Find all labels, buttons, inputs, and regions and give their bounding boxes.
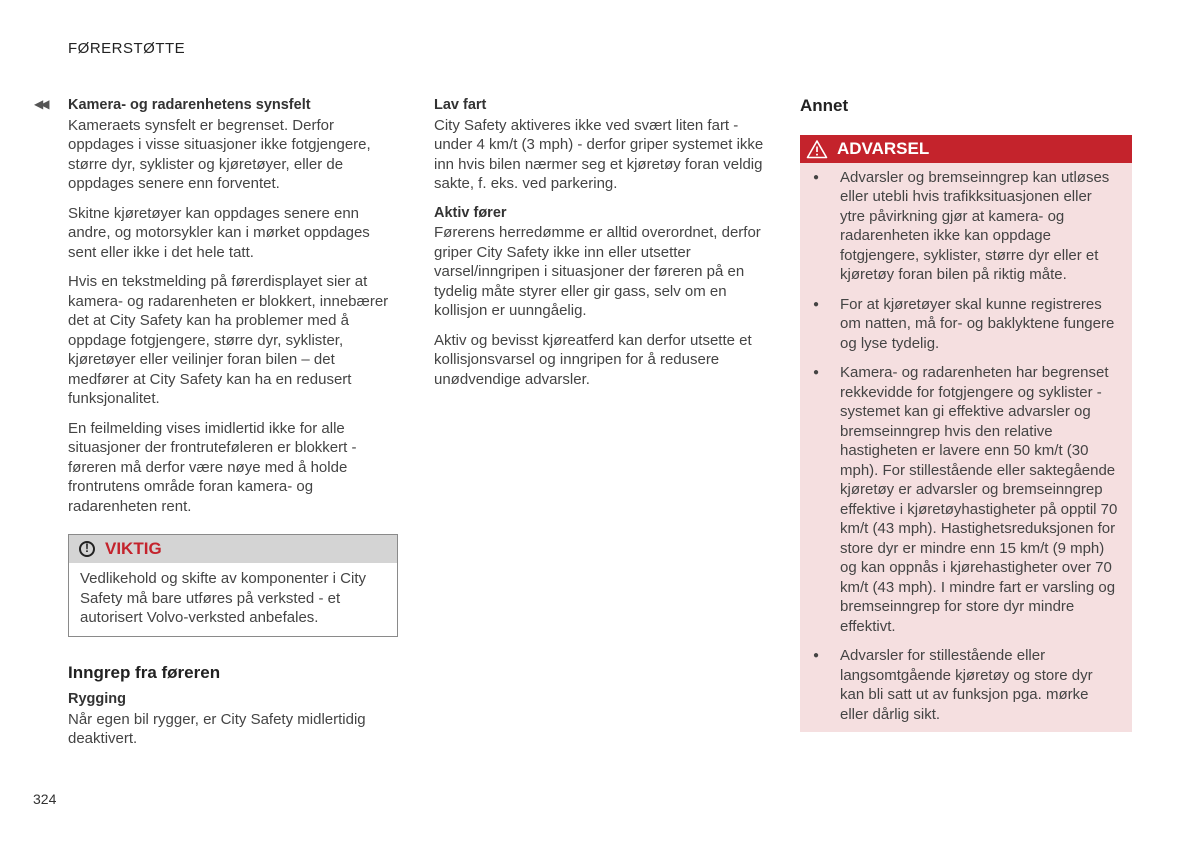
double-chevron-left-icon[interactable]: ◀◀ [34,97,47,111]
paragraph: Når egen bil rygger, er City Safety midlertidig deaktivert. [68,710,366,747]
camera-radar-heading: Kamera- og radarenhetens synsfelt [68,97,311,113]
important-notice-header [69,535,397,563]
paragraph: Aktiv og bevisst kjøreatferd kan derfor utsette et kollisjonsvarsel og inngripen for å redusere unødvendige advarsler. [434,331,752,388]
low-speed-heading: Lav fart [434,97,487,113]
active-driver-heading: Aktiv fører [434,204,507,221]
column-right [800,96,1132,732]
section-title-other: Annet [800,96,849,115]
warning-label: ADVARSEL [837,138,930,158]
list-item: ● Kamera- og radarenheten har begrenset rekkevidde for fotgjengere og syklister - systemet kan gi effektive advarsler og bremseinngrep hvis den relative hastigheten er lavere enn 50 km/t (30 mph). For stillestående eller saktegående kjøretøy er advarsler og bremseinngrep effektive i kjøretøyhastigheter på opptil 70 km/t (43 mph). Hastighetsreduksjonen for store dyr er mindre enn 15 km/t (9 mph) og kan oppnås i kjørehastigheter over 70 km/t (43 mph). I mindre fart er varsling og bremseinngrep for store dyr mindre effektivt. [800,363,1120,636]
paragraph: City Safety aktiveres ikke ved svært liten fart - under 4 km/t (3 mph) - derfor griper systemet ikke inn hvis bilen nærmer seg et kjøretøy foran veldig sakte, f. eks. ved parkering. [434,116,764,192]
list-item: ● Advarsler og bremseinngrep kan utløses eller utebli hvis trafikksituasjonen eller ytre påvirkning gjør at kamera- og radarenheten ikke kan oppdage fotgjengere, syklister, større dyr eller et kjøretøy foran bilen på riktig måte. [800,168,1120,285]
warning-box [800,135,1132,733]
page-header: FØRERSTØTTE [68,40,186,57]
page-number: 324 [33,791,57,807]
paragraph: Kameraets synsfelt er begrenset. Derfor oppdages i visse situasjoner ikke fotgjengere, større dyr, syklister og kjøretøyer, eller de oppdages senere enn forventet. [68,116,371,192]
list-item: ● Advarsler for stillestående eller langsomtgående kjøretøy og store dyr kan bli satt ut av funksjon pga. mørke eller dårlig sikt. [800,646,1120,724]
section-title-intervention: Inngrep fra føreren [68,662,221,682]
warning-triangle-icon [806,139,828,159]
paragraph: En feilmelding vises imidlertid ikke for alle situasjoner der frontruteføleren er blokkert - føreren må derfor være nøye med å holde frontrutens område foran kamera- og radarenheten rent. [68,419,357,515]
paragraph: Hvis en tekstmelding på førerdisplayet sier at kamera- og radarenheten er blokkert, innebærer det at City Safety kan ha problemer med å oppdage fotgjengere, større dyr, syklister, kjøretøyer eller veilinjer foran bilen – det medfører at City Safety kan ha en redusert funksjonalitet. [68,273,389,407]
paragraph: Førerens herredømme er alltid overordnet, derfor griper City Safety ikke inn eller utsetter varsel/inngripen i situasjoner der føreren på en tydelig måte styrer eller gir gass, selv om en kollisjon er uunngåelig. [434,224,761,319]
paragraph: Skitne kjøretøyer kan oppdages senere enn andre, og motorsykler kan i mørket oppdages sent eller ikke i det hele tatt. [68,204,370,261]
warning-list [800,163,1132,733]
warning-header [800,135,1132,163]
reversing-subheading: Rygging [68,691,126,707]
important-notice-text: Vedlikehold og skifte av komponenter i City Safety må bare utføres på verksted - et autorisert Volvo-verksted anbefales. [80,570,366,626]
important-notice-label: VIKTIG [105,539,162,559]
list-item: ● For at kjøretøyer skal kunne registreres om natten, må for- og baklyktene fungere og lyse tydelig. [800,295,1120,354]
column-left [68,96,398,759]
column-middle [434,96,769,399]
exclamation-circle-icon: ! [79,541,95,557]
important-notice-box [68,534,398,637]
